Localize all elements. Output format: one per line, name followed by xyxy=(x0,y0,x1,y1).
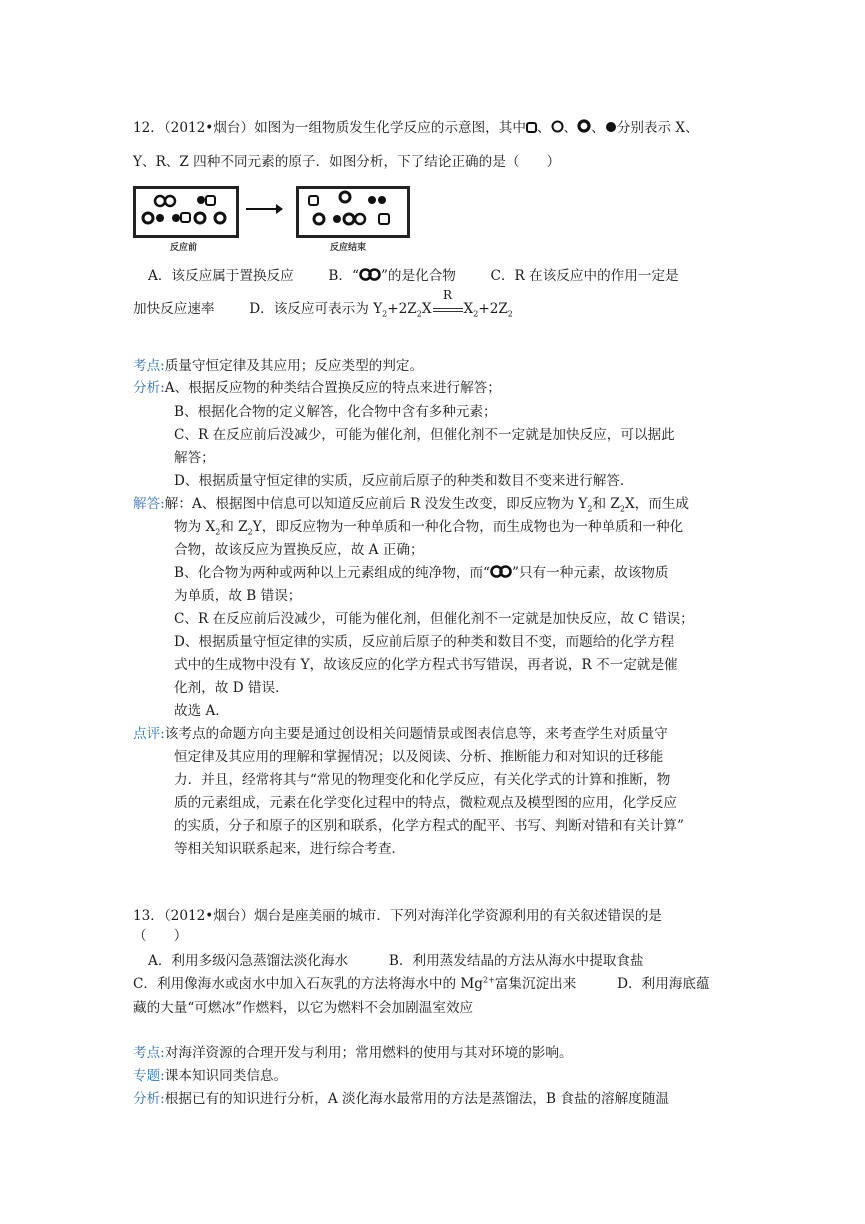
atom-square-icon xyxy=(526,119,537,139)
double-ring-molecule-icon xyxy=(490,564,512,584)
before-molecules xyxy=(136,189,236,235)
atom-ring-icon xyxy=(551,119,564,139)
q13-fenxi: 分析:根据已有的知识进行分析，A 淡化海水最常用的方法是蒸馏法，B 食盐的溶解度随温 xyxy=(133,1091,670,1107)
jieda-line: 物为 $X_2$和 $Z_2Y$，即反应物为一种单质和一种化合物，而生成物也为一种单质和一种化 xyxy=(174,519,684,537)
jieda-line: 式中的生成物中没有 Y，故该反应的化学方程式书写错误，再者说，R 不一定就是催 xyxy=(174,657,678,673)
fenxi-line: 解答； xyxy=(174,450,215,466)
q12-option-d: D．该反应可表示为 $Y_2+2Z_2X$ R $X_2+2Z_2$ xyxy=(249,288,513,319)
q12-options-line2 xyxy=(133,288,513,319)
atom-filled-icon xyxy=(605,119,617,139)
fenxi-line: B、根据化合物的定义解答，化合物中含有多种元素； xyxy=(174,404,497,420)
q13-options-ab: A．利用多级闪急蒸馏法淡化海水 B．利用蒸发结晶的方法从海水中提取食盐 xyxy=(148,953,644,969)
jieda-line: 为单质，故 B 错误； xyxy=(174,588,302,604)
q13-header: 13．（2012•烟台）烟台是座美丽的城市．下列对海洋化学资源利用的有关叙述错误的是 xyxy=(133,908,662,924)
dianping-label: 点评: xyxy=(133,726,165,742)
fenxi-line: C、R 在反应前后没减少，可能为催化剂，但催化剂不一定就是加快反应，可以据此 xyxy=(174,427,675,443)
q12-options-line1 xyxy=(148,266,679,287)
q12-line2: Y、R、Z 四种不同元素的原子．如图分析，下了结论正确的是（ ） xyxy=(133,154,561,170)
dianping-line: 力．并且，经常将其与“常见的物理变化和化学反应，有关化学式的计算和推断，物 xyxy=(174,772,671,788)
q13-option-d: 藏的大量“可燃冰”作燃料，以它为燃料不会加剧温室效应 xyxy=(133,1000,474,1016)
atom-thick-ring-icon xyxy=(577,119,591,139)
after-molecules xyxy=(299,189,407,235)
after-reaction-box xyxy=(296,186,410,238)
q12-option-a: A．该反应属于置换反应 xyxy=(148,268,294,284)
q12-dianping-label-line: 点评:该考点的命题方向主要是通过创设相关问题情景或图表信息等，来考查学生对质量守 xyxy=(133,726,668,742)
q13-zhuanti: 专题:课本知识同类信息。 xyxy=(133,1068,288,1084)
fenxi-label: 分析: xyxy=(133,380,165,396)
jieda-line: B、化合物为两种或两种以上元素组成的纯净物，而“ ”只有一种元素，故该物质 xyxy=(174,563,668,584)
zhuanti-label: 专题: xyxy=(133,1068,165,1084)
reaction-condition: R xyxy=(432,299,464,319)
kaodian-label: 考点: xyxy=(133,1045,165,1061)
jieda-line: 合物，故该反应为置换反应，故 A 正确； xyxy=(174,542,424,558)
before-label: 反应前 xyxy=(170,243,198,253)
dianping-line: 恒定律及其应用的理解和掌握情况；以及阅读、分析、推断能力和对知识的迁移能 xyxy=(174,749,664,765)
jieda-line: 化剂，故 D 错误． xyxy=(174,680,289,696)
dianping-line: 的实质，分子和原子的区别和联系，化学方程式的配平、书写、判断对错和有关计算” xyxy=(174,818,684,834)
q13-paren: （ ） xyxy=(133,928,188,944)
before-reaction-box xyxy=(133,186,239,238)
q13-option-c: C．利用像海水或卤水中加入石灰乳的方法将海水中的 $Mg^{2+}$富集沉淀出来 D．利用海底蕴 xyxy=(133,975,710,992)
dianping-line: 等相关知识联系起来，进行综合考查． xyxy=(174,841,406,857)
jieda-label: 解答: xyxy=(133,496,165,512)
q12-header: 12．（2012•烟台）如图为一组物质发生化学反应的示意图，其中 、 、 、 分别表示 X、 xyxy=(133,118,699,139)
q12-fenxi-label-line: 分析:A、根据反应物的种类结合置换反应的特点来进行解答； xyxy=(133,380,501,396)
after-label: 反应结束 xyxy=(330,243,367,253)
q12-option-c-part1: C．R 在该反应中的作用一定是 xyxy=(490,268,679,284)
q12-jieda-line1: 解答:解：A、根据图中信息可以知道反应前后 R 没发生改变，即反应物为 $Y_2$和 $Z_2X$，而生成 xyxy=(133,496,690,514)
reaction-arrow-icon xyxy=(244,203,284,215)
q13-kaodian: 考点:对海洋资源的合理开发与利用；常用燃料的使用与其对环境的影响。 xyxy=(133,1045,573,1061)
q12-kaodian: 考点:质量守恒定律及其应用；反应类型的判定。 xyxy=(133,358,424,374)
kaodian-label: 考点: xyxy=(133,358,165,374)
jieda-line: C、R 在反应前后没减少，可能为催化剂，但催化剂不一定就是加快反应，故 C 错误； xyxy=(174,611,694,627)
jieda-line: 故选 A． xyxy=(174,703,229,719)
q12-option-c-part2: 加快反应速率 xyxy=(133,301,215,317)
dianping-line: 质的元素组成，元素在化学变化过程中的特点，微粒观点及模型图的应用，化学反应 xyxy=(174,795,677,811)
fenxi-line: D、根据质量守恒定律的实质，反应前后原子的种类和数目不变来进行解答． xyxy=(174,473,634,489)
q12-option-b: B．“ ”的是化合物 xyxy=(328,268,455,284)
double-ring-molecule-icon xyxy=(359,267,381,287)
jieda-line: D、根据质量守恒定律的实质，反应前后原子的种类和数目不变，而题给的化学方程 xyxy=(174,634,675,650)
fenxi-label: 分析: xyxy=(133,1091,165,1107)
